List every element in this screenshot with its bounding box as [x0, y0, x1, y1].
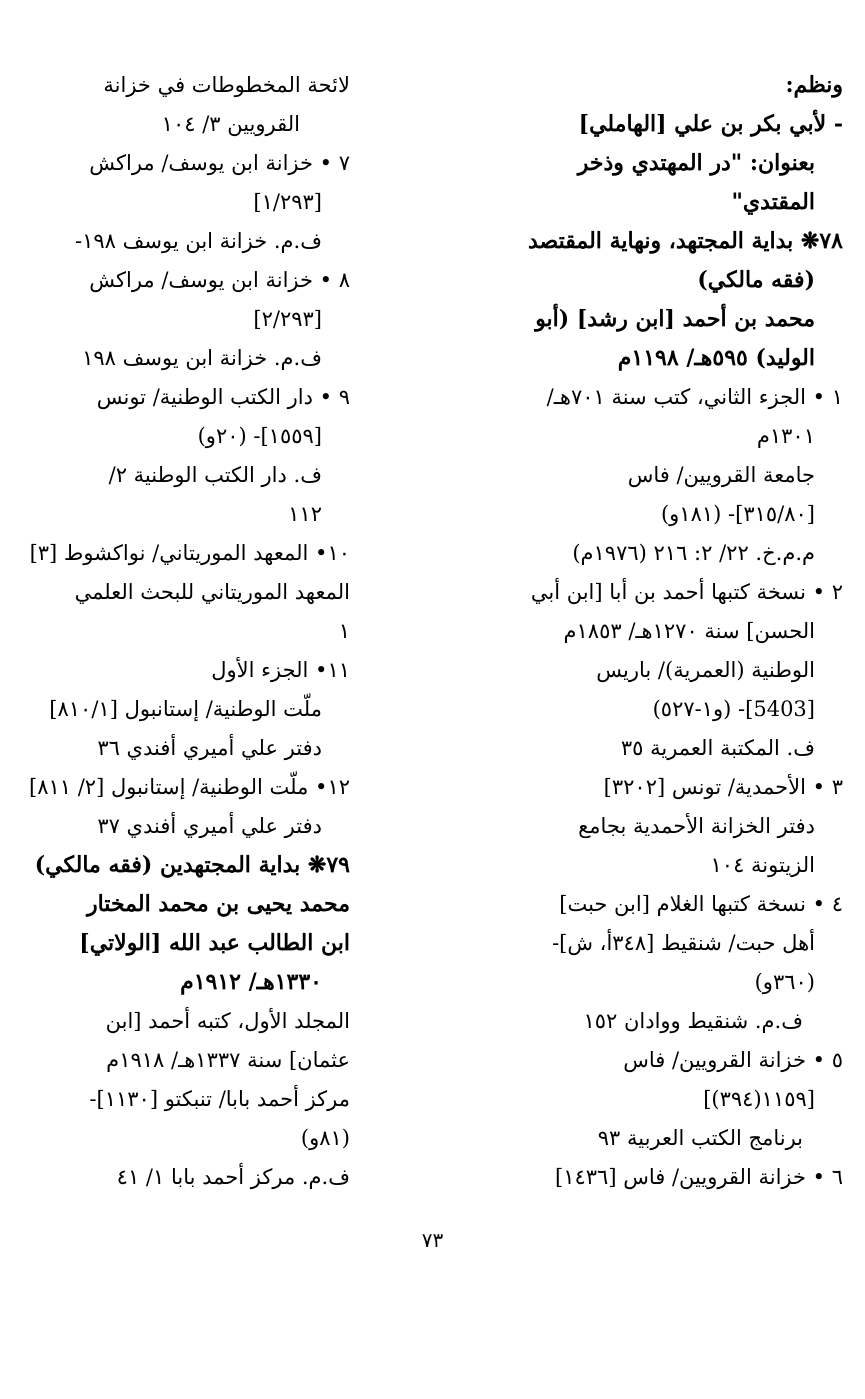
- text-line: المجلد الأول، كتبه أحمد [ابن: [105, 1009, 350, 1033]
- text-line: ف.م. خزانة ابن يوسف ١٩٨-: [75, 229, 322, 253]
- right-column: [513, 66, 843, 1197]
- text-line: ابن الطالب عبد الله [الولاتي]: [79, 930, 350, 956]
- text-line: المعهد الموريتاني للبحث العلمي: [74, 580, 350, 604]
- text-line: دفتر علي أميري أفندي ٣٦: [97, 736, 322, 760]
- text-line: [٢/٢٩٣]: [253, 307, 322, 331]
- text-line: ونظم:: [785, 72, 843, 98]
- text-line: المقتدي": [731, 189, 815, 215]
- text-line: دفتر علي أميري أفندي ٣٧: [97, 814, 322, 838]
- text-line: ٤ • نسخة كتبها الغلام [ابن حبت]: [559, 892, 843, 916]
- text-line: ف.م. شنقيط ووادان ١٥٢: [583, 1009, 803, 1033]
- text-line: جامعة القرويين/ فاس: [627, 463, 815, 487]
- text-line: [5403]- (و١-٥٢٧): [652, 697, 815, 721]
- text-line: الوليد) ٥٩٥هـ/ ١١٩٨م: [617, 345, 815, 371]
- text-line: ٧٨❋ بداية المجتهد، ونهاية المقتصد: [527, 228, 843, 254]
- text-line: ٧ • خزانة ابن يوسف/ مراكش: [89, 151, 350, 175]
- text-line: (فقه مالكي): [697, 267, 815, 293]
- text-line: ٥ • خزانة القرويين/ فاس: [623, 1048, 843, 1072]
- text-line: ف. دار الكتب الوطنية ٢/: [108, 463, 322, 487]
- text-line: ٧٩❋ بداية المجتهدين (فقه مالكي): [34, 852, 350, 878]
- text-line: [١٥٥٩]- (٢٠و): [197, 424, 322, 448]
- left-column: [15, 66, 350, 1197]
- text-line: ف.م. خزانة ابن يوسف ١٩٨: [82, 346, 322, 370]
- text-line: ١١٢: [288, 502, 322, 526]
- text-line: لائحة المخطوطات في خزانة: [103, 73, 350, 97]
- text-line: عثمان] سنة ١٣٣٧هـ/ ١٩١٨م: [106, 1048, 350, 1072]
- text-line: برنامج الكتب العربية ٩٣: [597, 1126, 803, 1150]
- text-line: ٩ • دار الكتب الوطنية/ تونس: [96, 385, 350, 409]
- text-line: ١٠• المعهد الموريتاني/ نواكشوط [٣]: [29, 541, 350, 565]
- text-line: ١٢• ملّت الوطنية/ إستانبول [٢/ ٨١١]: [28, 775, 350, 799]
- text-line: ملّت الوطنية/ إستانبول [٨١٠/١]: [49, 697, 322, 721]
- text-line: [٣١٥/٨٠]- (١٨١و): [660, 502, 815, 526]
- text-line: الزيتونة ١٠٤: [710, 853, 815, 877]
- text-line: ٢ • نسخة كتبها أحمد بن أبا [ابن أبي: [530, 580, 843, 604]
- text-line: (٨١و): [300, 1126, 350, 1150]
- text-line: ١٣٠١م: [756, 424, 815, 448]
- text-line: أهل حبت/ شنقيط [٣٤٨أ، ش]-: [552, 931, 815, 955]
- text-line: ف.م. مركز أحمد بابا ١/ ٤١: [116, 1165, 350, 1189]
- text-line: [١/٢٩٣]: [253, 190, 322, 214]
- text-line: ١ • الجزء الثاني، كتب سنة ٧٠١هـ/: [546, 385, 843, 409]
- text-line: مركز أحمد بابا/ تنبكتو [١١٣٠]-: [89, 1087, 350, 1111]
- text-line: ١٣٣٠هـ/ ١٩١٢م: [180, 969, 322, 995]
- text-line: ٦ • خزانة القرويين/ فاس [١٤٣٦]: [555, 1165, 843, 1189]
- text-line: ١: [338, 619, 350, 643]
- text-line: ٣ • الأحمدية/ تونس [٣٢٠٢]: [603, 775, 843, 799]
- text-line: محمد يحيى بن محمد المختار: [86, 891, 350, 917]
- text-line: الوطنية (العمرية)/ باريس: [596, 658, 815, 682]
- text-line: محمد بن أحمد [ابن رشد] (أبو: [535, 306, 815, 332]
- text-line: [١١٥٩(٣٩٤)]: [703, 1087, 815, 1111]
- text-line: بعنوان: "در المهتدي وذخر: [577, 150, 815, 176]
- text-line: ف. المكتبة العمرية ٣٥: [620, 736, 815, 760]
- text-line: الحسن] سنة ١٢٧٠هـ/ ١٨٥٣م: [563, 619, 815, 643]
- page-number: ٧٣: [421, 1228, 444, 1252]
- text-line: دفتر الخزانة الأحمدية بجامع: [578, 814, 815, 838]
- text-line: ٨ • خزانة ابن يوسف/ مراكش: [89, 268, 350, 292]
- text-line: م.م.خ. ٢٢/ ٢: ٢١٦ (١٩٧٦م): [572, 541, 815, 565]
- text-line: القرويين ٣/ ١٠٤: [161, 112, 300, 136]
- text-line: - لأبي بكر بن علي [الهاملي]: [578, 111, 843, 137]
- text-line: (٣٦٠و): [754, 970, 815, 994]
- text-line: ١١• الجزء الأول: [211, 658, 350, 682]
